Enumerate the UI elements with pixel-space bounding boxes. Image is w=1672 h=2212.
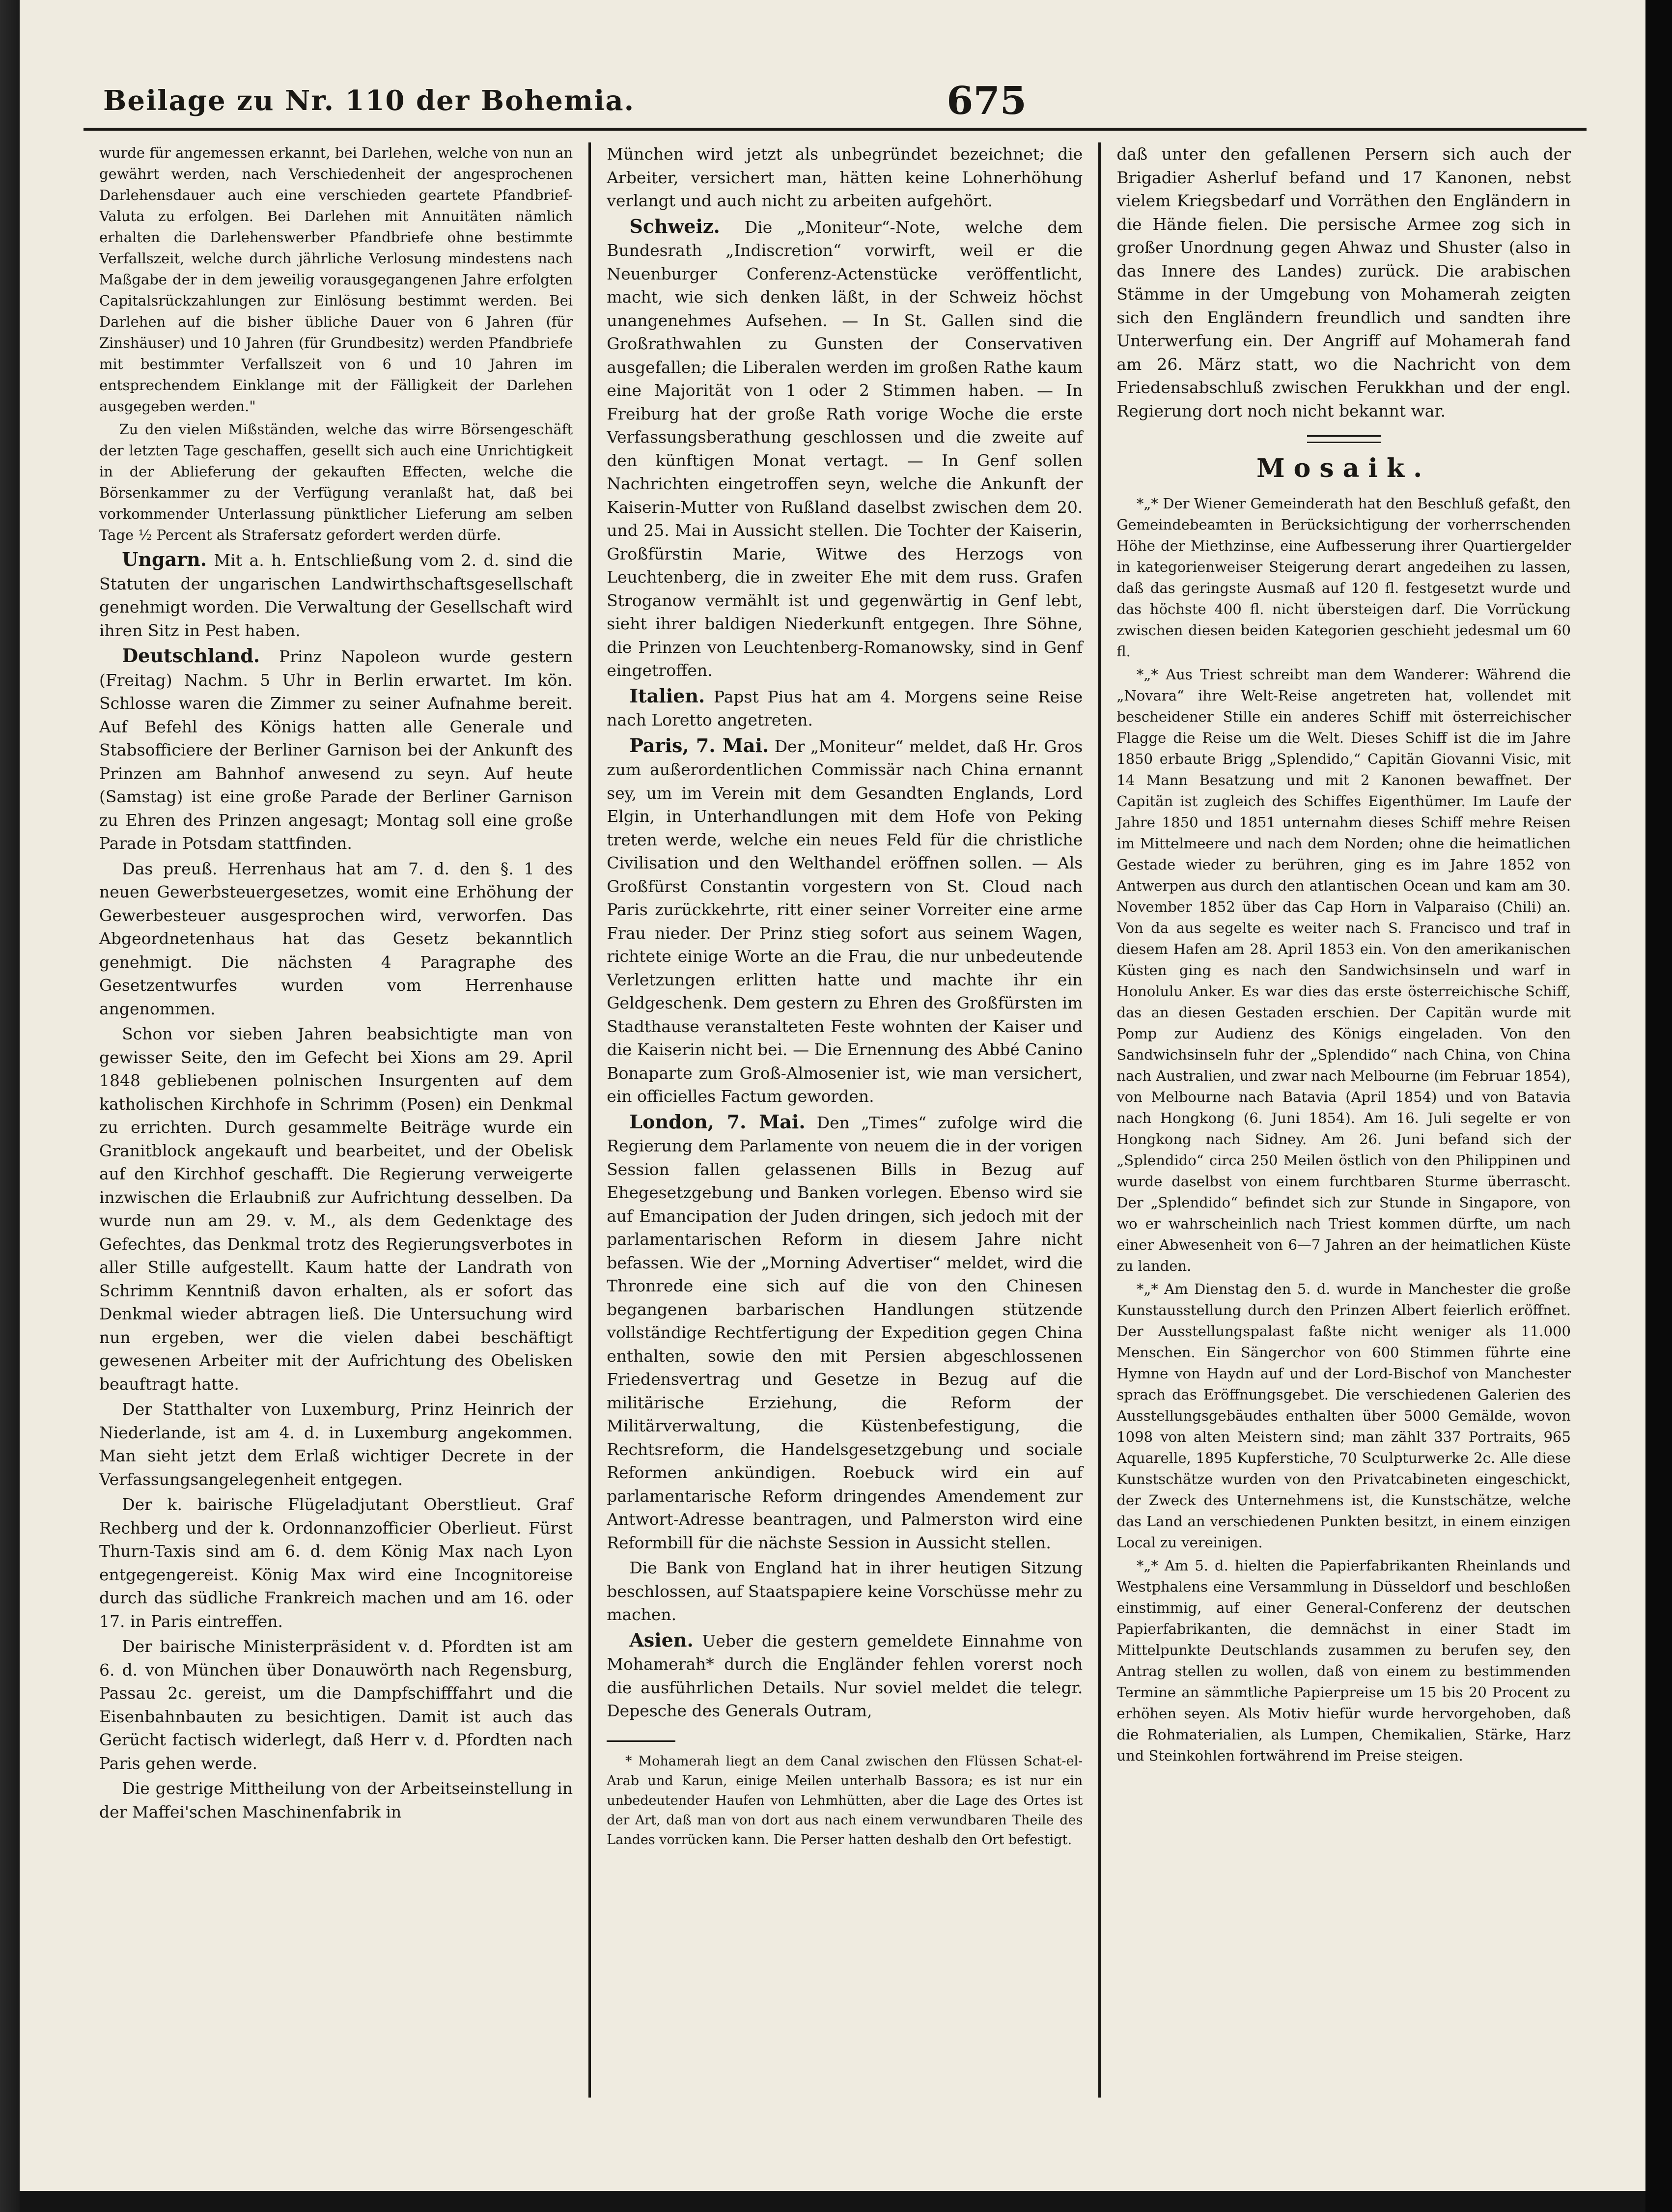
text-columns bbox=[84, 142, 1587, 2098]
mosaic-item: *„* Am Dienstag den 5. d. wurde in Manchester die große Kunstausstellung durch den Prinzen Albert feierlich eröffnet. Der Ausstellungspalast faßte nicht weniger als 11.000 Menschen. Ein Sängerchor von 600 Stimmen führte eine Hymne von Haydn auf und der Lord-Bischof von Manchester sprach das Eröffnungsgebet. Die verschiedenen Galerien des Ausstellungsgebäudes enthalten über 5000 Gemälde, wovon 1098 von alten Meistern sind; man zählt 337 Portraits, 965 Aquarelle, 1895 Kupferstiche, 70 Sculpturwerke 2c. Alle diese Kunstschätze wurden von den Privatcabineten eingeschickt, der Zweck des Unternehmens ist, die Kunstschätze, welche das Land an verschiedenen Punkten besitzt, in einem einzigen Local zu vereinigen. bbox=[1116, 1280, 1571, 1551]
article-schweiz bbox=[607, 215, 1083, 682]
article-text: Den „Times“ zufolge wird die Regierung dem Parlamente von neuem die in der vorigen Session fallen gelassenen Bills in Bezug auf Ehegesetzgebung und Banken vorlegen. Ebenso wird sie auf Emancipation der Juden dringen, sich jedoch mit der parlamentarischen Reform in diesem Jahre nicht befassen. Wie der „Morning Advertiser“ meldet, wird die Thronrede eine sich auf die von den Chinesen begangenen barbarischen Handlungen stützende vollständige Rechtfertigung der Expedition gegen China enthalten, sowie den mit Persien abgeschlossenen Friedensvertrag und Gesetze in Bezug auf die militärische Erziehung, die Reform der Militärverwaltung, die Küstenbefestigung, die Rechtsreform, die Handelsgesetzgebung und sociale Reformen ankündigen. Roebuck wird ein auf parlamentarische Reform dringendes Amendement zur Antwort-Adresse beantragen, und Palmerston wird eine Reformbill für die nächste Session in Aussicht stellen. bbox=[607, 1113, 1083, 1552]
article-text: Mit a. h. Entschließung vom 2. d. sind die Statuten der ungarischen Landwirthschaftsgesellschaft genehmigt worden. Die Verwaltung der Gesellschaft wird ihren Sitz in Pest haben. bbox=[99, 551, 573, 640]
column-1 bbox=[84, 142, 591, 2098]
article-text: Papst Pius hat am 4. Morgens seine Reise nach Loretto angetreten. bbox=[607, 687, 1083, 729]
section-heading: Italien. bbox=[629, 684, 705, 707]
paragraph: Zu den vielen Mißständen, welche das wirre Börsengeschäft der letzten Tage geschaffen, gesellt sich auch eine Unrichtigkeit in der Ablieferung der gekauften Effecten, welche die Börsenkammer zu der Verfügung veranlaßt hat, daß bei vorkommender Unterlassung pünktlicher Lieferung am selben Tage ½ Percent als Strafersatz gefordert werden dürfe. bbox=[99, 421, 573, 543]
article-ungarn bbox=[99, 548, 573, 642]
column-2 bbox=[591, 142, 1101, 2098]
page-number: 675 bbox=[947, 78, 1027, 123]
paragraph: Der Statthalter von Luxemburg, Prinz Heinrich der Niederlande, ist am 4. d. in Luxemburg angekommen. Man sieht jetzt dem Erlaß wichtiger Decrete in der Verfassungsangelegenheit entgegen. bbox=[99, 1400, 573, 1489]
supplement-title: Beilage zu Nr. 110 der Bohemia. bbox=[103, 84, 635, 117]
column-3 bbox=[1101, 142, 1587, 2098]
article-text: Die „Moniteur“-Note, welche dem Bundesrath „Indiscretion“ vorwirft, weil er die Neuenburger Conferenz-Actenstücke veröffentlicht, macht, wie sich denken läßt, in der Schweiz höchst unangenehmes Aufsehen. — In St. Gallen sind die Großrathwahlen zu Gunsten der Conservativen ausgefallen; die Liberalen werden im großen Rathe kaum eine Majorität von 1 oder 2 Stimmen haben. — In Freiburg hat der große Rath vorige Woche die erste Verfassungsberathung geschlossen und die zweite auf den künftigen Monat vertagt. — In Genf sollen Nachrichten eingetroffen seyn, welche die Ankunft der Kaiserin-Mutter von Rußland daselbst zwischen dem 20. und 25. Mai in Aussicht stellen. Die Tochter der Kaiserin, Großfürstin Marie, Witwe des Herzogs von Leuchtenberg, die in zweiter Ehe mit dem russ. Grafen Stroganow vermählt ist und gegenwärtig in Genf lebt, sieht ihrer baldigen Niederkunft entgegen. Ihre Söhne, die Prinzen von Leuchtenberg-Romanowsky, sind in Genf eingetroffen. bbox=[607, 217, 1083, 680]
section-divider bbox=[1307, 435, 1381, 443]
mosaic-item: *„* Aus Triest schreibt man dem Wanderer: Während die „Novara“ ihre Welt-Reise angetreten hat, vollendet mit bescheidener Stille ein anderes Schiff mit österreichischer Flagge die Reise um die Welt. Dieses Schiff ist die im Jahre 1850 erbaute Brigg „Splendido,“ Capitän Giovanni Visic, mit 14 Mann Besatzung und mit 2 Kanonen bewaffnet. Der Capitän ist zugleich des Schiffes Eigenthümer. Im Laufe der Jahre 1850 und 1851 unternahm dieses Schiff mehre Reisen im Mittelmeere und nach dem Norden; ohne die heimatlichen Gestade wieder zu berühren, ging es im Jahre 1852 von Antwerpen aus durch den atlantischen Ocean und kam am 30. November 1852 über das Cap Horn in Valparaiso (Chili) an. Von da aus segelte es weiter nach S. Francisco und traf in diesem Hafen am 28. April 1853 ein. Von den amerikanischen Küsten ging es nach den Sandwichsinseln und warf in Honolulu Anker. Es war dies das erste österreichische Schiff, das an diesen Gestaden erschien. Der Capitän wurde mit Pomp zur Audienz des Königs eingeladen. Von den Sandwichsinseln fuhr der „Splendido“ nach China, von China nach Australien, und zwar nach Melbourne (im Februar 1854), von Melbourne nach Batavia (April 1854) und von Batavia nach Hongkong (6. Juni 1854). Am 16. Juli segelte er von Hongkong nach Sidney. Am 26. Juni befand sich der „Splendido“ circa 250 Meilen östlich von den Philippinen und wurde daselbst von einem furchtbaren Sturme überrascht. Der „Splendido“ befindet sich zur Stunde in Singapore, von wo er wahrscheinlich nach Triest kommen dürfte, um nach einer Abwesenheit von 6—7 Jahren an der heimatlichen Küste zu landen. bbox=[1116, 666, 1571, 1274]
article-london bbox=[607, 1110, 1083, 1555]
paragraph: Das preuß. Herrenhaus hat am 7. d. den §. 1 des neuen Gewerbsteuergesetzes, womit eine Erhöhung der Gewerbesteuer ausgesprochen wird, verworfen. Das Abgeordnetenhaus hat das Gesetz bekanntlich genehmigt. Die nächsten 4 Paragraphe des Gesetzentwurfes wurden vom Herrenhause angenommen. bbox=[99, 859, 573, 1018]
article-deutschland bbox=[99, 644, 573, 855]
section-heading: London, 7. Mai. bbox=[629, 1110, 806, 1133]
paragraph: daß unter den gefallenen Persern sich auch der Brigadier Asherluf befand und 17 Kanonen, nebst vielem Kriegsbedarf und Vorräthen den Engländern in die Hände fielen. Die persische Armee zog sich in großer Unordnung gegen Ahwaz und Shuster (also in das Innere des Landes) zurück. Die arabischen Stämme in der Umgebung von Mohamerah zeigten sich den Engländern freundlich und sandten ihre Unterwerfung ein. Der Angriff auf Mohamerah fand am 26. März statt, wo die Nachricht von dem Friedensabschluß zwischen Ferukkhan und der engl. Regierung dort noch nicht bekannt war. bbox=[1116, 144, 1571, 420]
section-heading: Paris, 7. Mai. bbox=[629, 734, 769, 756]
section-heading: Deutschland. bbox=[122, 644, 260, 667]
paragraph: wurde für angemessen erkannt, bei Darlehen, welche von nun an gewährt werden, nach Verschiedenheit der angesprochenen Darlehensdauer auch eine verschieden geartete Pfandbrief-Valuta zu erfolgen. Bei Darlehen mit Annuitäten nämlich erhalten die Darlehenswerber Pfandbriefe ohne bestimmte Verfallszeit, welche durch jährliche Verlosung mindestens nach Maßgabe der in dem jeweilig vorausgegangenen Jahre erfolgten Capitalsrückzahlungen zur Einlösung bestimmt werden. Bei Darlehen auf die bisher übliche Dauer von 6 Jahren (für Zinshäuser) und 10 Jahren (für Grundbesitz) werden Pfandbriefe mit bestimmter Verfallszeit von 6 und 10 Jahren im entsprechendem Einklange mit der Fälligkeit der Darlehen ausgegeben werden." bbox=[99, 144, 573, 415]
article-italien bbox=[607, 684, 1083, 732]
paragraph: Die Bank von England hat in ihrer heutigen Sitzung beschlossen, auf Staatspapiere keine Vorschüsse mehr zu machen. bbox=[607, 1558, 1083, 1624]
paragraph: München wird jetzt als unbegründet bezeichnet; die Arbeiter, versichert man, hätten keine Lohnerhöhung verlangt und auch nicht zu arbeiten aufgehört. bbox=[607, 144, 1083, 210]
paragraph: Der k. bairische Flügeladjutant Oberstlieut. Graf Rechberg und der k. Ordonnanzofficier Oberlieut. Fürst Thurn-Taxis sind am 6. d. dem König Max nach Lyon entgegengereist. König Max wird eine Incognitoreise durch das südliche Frankreich machen und am 16. oder 17. in Paris eintreffen. bbox=[99, 1495, 573, 1631]
scan-border bbox=[1645, 0, 1672, 2212]
section-heading: Ungarn. bbox=[122, 548, 207, 570]
section-heading: Schweiz. bbox=[629, 215, 720, 237]
footnote-rule bbox=[607, 1740, 675, 1742]
mosaic-item: *„* Am 5. d. hielten die Papierfabrikanten Rheinlands und Westphalens eine Versammlung in Düsseldorf und beschloßen einstimmig, auf einer General-Conferenz der deutschen Papierfabrikanten, die demnächst in einer Stadt im Mittelpunkte Deutschlands zusammen zu berufen sey, den Antrag stellen zu wollen, daß von einem zu bestimmenden Termine an sämmtliche Papierpreise um 15 bis 20 Procent zu erhöhen seyen. Als Motiv hiefür wurde hervorgehoben, daß die Rohmaterialien, als Lumpen, Chemikalien, Stärke, Harz und Steinkohlen fortwährend im Preise steigen. bbox=[1116, 1557, 1571, 1764]
previous-page-edge bbox=[0, 0, 20, 2212]
article-text: Der „Moniteur“ meldet, daß Hr. Gros zum außerordentlichen Commissär nach China ernannt sey, um im Verein mit dem Gesandten Englands, Lord Elgin, in Unterhandlungen mit dem Hofe von Peking treten werde, welche ein neues Feld für die christliche Civilisation und den Welthandel eröffnen sollen. — Als Großfürst Constantin vorgestern von St. Cloud nach Paris zurückkehrte, ritt einer seiner Vorreiter eine arme Frau nieder. Der Prinz stieg sofort aus seinem Wagen, richtete einige Worte an die Frau, die nur unbedeutende Verletzungen erlitten hatte und machte ihr ein Geldgeschenk. Dem gestern zu Ehren des Großfürsten im Stadthause veranstalteten Feste wohnten der Kaiser und die Kaiserin nicht bei. — Die Ernennung des Abbé Canino Bonaparte zum Groß-Almosenier ist, wie man versichert, ein officielles Factum geworden. bbox=[607, 736, 1083, 1106]
article-paris bbox=[607, 734, 1083, 1108]
paragraph: Die gestrige Mittheilung von der Arbeitseinstellung in der Maffei'schen Maschinenfabrik in bbox=[99, 1779, 573, 1821]
newspaper-page bbox=[20, 0, 1645, 2191]
mosaic-item: *„* Der Wiener Gemeinderath hat den Beschluß gefaßt, den Gemeindebeamten in Berücksichtigung der vorherrschenden Höhe der Miethzinse, eine Aufbesserung ihrer Quartiergelder in kategorienweiser Steigerung derart angedeihen zu lassen, daß das geringste Ausmaß auf 120 fl. festgesetzt wurde und das höchste 400 fl. nicht übersteigen darf. Die Vorrückung zwischen diesen beiden Kategorien geschieht jedesmal um 60 fl. bbox=[1116, 495, 1571, 660]
section-title-mosaik: Mosaik. bbox=[1256, 453, 1431, 483]
paragraph: Schon vor sieben Jahren beabsichtigte man von gewisser Seite, den im Gefecht bei Xions am 29. April 1848 gebliebenen polnischen Insurgenten auf dem katholischen Kirchhofe in Schrimm (Posen) ein Denkmal zu errichten. Durch gesammelte Beiträge wurde ein Granitblock angekauft und bearbeitet, und der Obelisk auf den Kirchhof geschafft. Die Regierung verweigerte inzwischen die Erlaubniß zur Aufrichtung desselben. Da wurde nun am 29. v. M., als dem Gedenktage des Gefechtes, das Denkmal trotz des Regierungsverbotes in aller Stille aufgestellt. Kaum hatte der Landrath von Schrimm Kenntniß davon erhalten, als er sofort das Denkmal wieder abtragen ließ. Die Untersuchung wird nun ergeben, wer die vielen dabei beschäftigt gewesenen Arbeiter mit der Aufrichtung des Obelisken beauftragt hatte. bbox=[99, 1024, 573, 1394]
article-text: Ueber die gestern gemeldete Einnahme von Mohamerah* durch die Engländer fehlen vorerst noch die ausführlichen Details. Nur soviel meldet die telegr. Depesche des Generals Outram, bbox=[607, 1631, 1083, 1720]
paragraph: Der bairische Ministerpräsident v. d. Pfordten ist am 6. d. von München über Donauwörth nach Regensburg, Passau 2c. gereist, um die Dampfschifffahrt und die Eisenbahnbauten zu besichtigen. Damit ist auch das Gerücht factisch widerlegt, daß Herr v. d. Pfordten nach Paris gehen werde. bbox=[99, 1637, 573, 1773]
article-text: Prinz Napoleon wurde gestern (Freitag) Nachm. 5 Uhr in Berlin erwartet. Im kön. Schlosse waren die Zimmer zu seiner Aufnahme bereit. Auf Befehl des Königs hatten alle Generale und Stabsofficiere der Berliner Garnison bei der Ankunft des Prinzen am Bahnhof anwesend zu seyn. Auf heute (Samstag) ist eine große Parade der Berliner Garnison zu Ehren des Prinzen angesagt; Montag soll eine große Parade in Potsdam stattfinden. bbox=[99, 647, 573, 853]
article-asien bbox=[607, 1628, 1083, 1723]
page-header bbox=[84, 74, 1587, 131]
section-heading: Asien. bbox=[629, 1628, 694, 1651]
footnote: * Mohamerah liegt an dem Canal zwischen den Flüssen Schat-el-Arab und Karun, einige Meilen unterhalb Bassora; es ist nur ein unbedeutender Haufen von Lehmhütten, aber die Lage des Ortes ist der Art, daß man von dort aus nach einem verwundbaren Theile des Landes vorrücken kann. Die Perser hatten deshalb den Ort befestigt. bbox=[607, 1753, 1083, 1848]
